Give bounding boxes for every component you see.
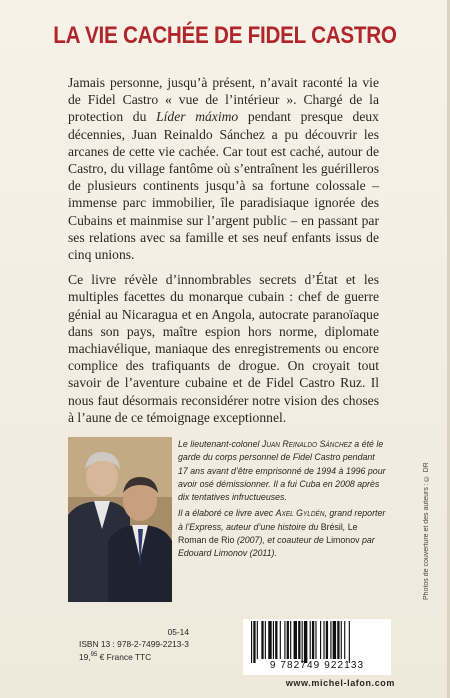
barcode-bar bbox=[323, 621, 324, 659]
barcode-bar bbox=[261, 621, 263, 659]
blurb bbox=[68, 74, 379, 434]
book-ref: Le Roman de Rio bbox=[178, 521, 358, 547]
coauthor-name: Axel Gyldén bbox=[275, 508, 325, 520]
barcode-bar bbox=[315, 621, 316, 659]
barcode-bar bbox=[280, 621, 281, 659]
edition-code: 05-14 bbox=[167, 627, 189, 637]
author-name: Juan Reinaldo Sánchez bbox=[261, 439, 352, 450]
price-currency: € France TTC bbox=[97, 651, 152, 662]
publisher-website: www.michel-lafon.com bbox=[285, 678, 395, 688]
barcode-bar bbox=[257, 621, 258, 659]
barcode-bar bbox=[284, 621, 285, 659]
barcode-bar bbox=[273, 621, 274, 659]
barcode-bar bbox=[312, 621, 314, 659]
publication-codes bbox=[79, 627, 189, 664]
barcode-bars bbox=[243, 619, 391, 663]
barcode-bar bbox=[341, 621, 342, 659]
bio-paragraph-1 bbox=[178, 438, 387, 504]
barcode-bar bbox=[326, 621, 328, 659]
blurb-paragraph-1 bbox=[68, 74, 379, 263]
barcode-bar bbox=[337, 621, 339, 659]
book-title: LA VIE CACHÉE DE FIDEL CASTRO bbox=[53, 22, 397, 49]
book-ref: Limonov bbox=[326, 535, 360, 547]
barcode-bar bbox=[253, 621, 255, 663]
barcode-bar bbox=[287, 621, 289, 659]
barcode-bar bbox=[294, 621, 297, 659]
bio-text: Il a élaboré ce livre avec bbox=[178, 508, 276, 520]
barcode-bar bbox=[265, 621, 266, 659]
barcode-bar bbox=[320, 621, 321, 659]
barcode-bar bbox=[298, 621, 300, 659]
barcode-bar bbox=[302, 621, 303, 663]
bio-text: , grand reporter à l’Express, auteur d’une histoire du bbox=[178, 508, 386, 533]
barcode-bar bbox=[251, 621, 252, 663]
photo-credit: Photos de couverture et des auteurs : © DR bbox=[423, 462, 430, 600]
barcode-bar bbox=[310, 621, 311, 659]
bio-text: a été le garde du corps personnel de Fidel Castro pendant 17 ans avant d’être emprisonné de 1994 à 1996 pour avoir osé démissionner. Il a fui Cuba en 2008 après dix tentatives infructueuses. bbox=[178, 439, 386, 504]
authors-photo bbox=[68, 437, 172, 602]
bio-text: Le lieutenant-colonel bbox=[178, 439, 262, 450]
bio-text: , bbox=[342, 521, 348, 533]
authors-bio bbox=[178, 438, 387, 564]
barcode-number: 9 782749 922133 bbox=[269, 660, 365, 671]
barcode-bar bbox=[275, 621, 277, 659]
blurb-paragraph-2: Ce livre révèle d’innombrables secrets d’État et les multiples facettes du monarque cubain : chef de guerre génial au Nicaragua et en Angola, autocrate paranoïaque dans son pays, maître espion hors norme, diplomate machiavélique, maniaque des enregistrements ou encore complice des trafiquants de drogue. On croyait tout savoir de l’aventure cubaine et de Fidel Castro Ruz. Il nous faut désormais reconsidérer notre vision des choses à l’aune de ce témoignage exceptionnel. bbox=[68, 272, 379, 425]
barcode-bar bbox=[333, 621, 336, 659]
barcode-bar bbox=[349, 621, 350, 663]
price bbox=[79, 650, 189, 663]
barcode-bar bbox=[344, 621, 345, 659]
price-main: 19, bbox=[79, 651, 91, 662]
barcode-bar bbox=[330, 621, 331, 659]
bio-text: (2007), et coauteur de bbox=[234, 535, 327, 547]
blurb-emphasis: Líder máximo bbox=[156, 109, 239, 125]
barcode-bar bbox=[290, 621, 291, 659]
barcode-bar bbox=[268, 621, 271, 659]
isbn: ISBN 13 : 978-2-7499-2213-3 bbox=[79, 638, 189, 649]
blurb-text: pendant presque deux décennies, Juan Reinaldo Sánchez a pu découvrir les arcanes de cette vie cachée. Car tout est caché, autour de Castro, du village fantôme où s’entraînent les guérilleros de plusieurs continents jusqu’à sa fortune colossale – immense parc immobilier, île paradisiaque ignorée des Cubains et mainmise sur l’argent public – en passant par ses relations avec sa famille et ses neuf enfants issus de cinq unions. bbox=[68, 109, 379, 263]
price-cents: 95 bbox=[90, 652, 98, 659]
bio-text: par Edouard Limonov (2011). bbox=[178, 535, 375, 560]
bio-paragraph-2 bbox=[178, 507, 387, 560]
book-ref: Brésil bbox=[320, 521, 343, 533]
blurb-text: Jamais personne, jusqu’à présent, n’avait raconté la vie de Fidel Castro « vue de l’intérieur ». Chargé de la protection du bbox=[68, 75, 379, 125]
barcode-bar bbox=[304, 621, 307, 663]
